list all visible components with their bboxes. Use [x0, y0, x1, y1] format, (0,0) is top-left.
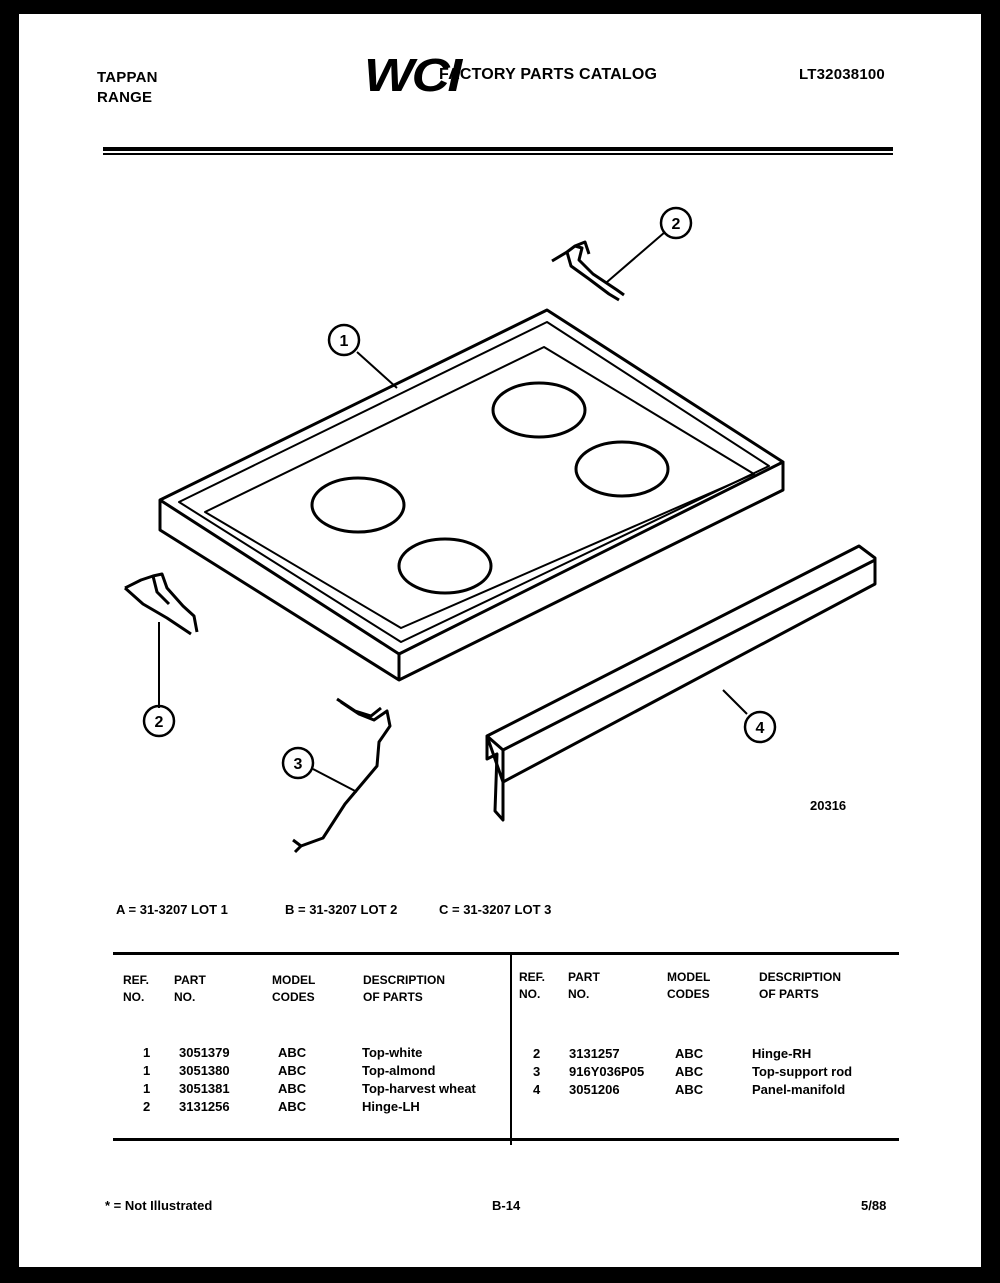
hinge-rh-drawing — [552, 242, 624, 300]
page-number: B-14 — [492, 1198, 521, 1213]
footnote-not-illustrated: * = Not Illustrated — [105, 1198, 213, 1213]
lot-c: C = 31-3207 LOT 3 — [439, 902, 552, 917]
header-part: PART NO. — [568, 970, 600, 1001]
header-description: DESCRIPTION OF PARTS — [759, 970, 842, 1001]
table-row: 4 3051206 ABC Panel-manifold — [533, 1082, 846, 1097]
header-ref: REF. NO. — [519, 970, 546, 1001]
manifold-panel-drawing — [487, 546, 875, 820]
header-part: PART NO. — [174, 973, 206, 1004]
table-top-rule — [113, 952, 899, 955]
cooktop-drawing — [160, 310, 783, 680]
hinge-lh-drawing — [125, 574, 197, 634]
table-bottom-rule — [113, 1138, 899, 1141]
callout-2-lh: 2 — [154, 714, 164, 731]
brand-line-1: TAPPAN — [97, 69, 158, 86]
exploded-parts-diagram — [19, 14, 981, 894]
revision-date: 5/88 — [861, 1198, 887, 1213]
lot-a: A = 31-3207 LOT 1 — [116, 902, 228, 917]
callout-3: 3 — [293, 756, 303, 773]
figure-code: 20316 — [810, 798, 847, 813]
callout-4: 4 — [755, 720, 765, 737]
catalog-page — [19, 14, 981, 1267]
table-divider — [510, 955, 512, 1145]
wci-logo: WCI — [364, 49, 460, 101]
callout-2-rh: 2 — [671, 216, 681, 233]
header-model: MODEL CODES — [667, 970, 711, 1001]
table-row: 2 3131256 ABC Hinge-LH — [143, 1099, 420, 1114]
model-number: LT32038100 — [799, 66, 885, 83]
header-description: DESCRIPTION OF PARTS — [363, 973, 446, 1004]
header-ref: REF. NO. — [123, 973, 150, 1004]
lot-b: B = 31-3207 LOT 2 — [285, 902, 398, 917]
table-row: 1 3051381 ABC Top-harvest wheat — [143, 1081, 476, 1096]
callout-1: 1 — [339, 333, 349, 350]
table-row: 3 916Y036P05 ABC Top-support rod — [533, 1064, 853, 1079]
table-row: 1 3051379 ABC Top-white — [143, 1045, 423, 1060]
catalog-title: FACTORY PARTS CATALOG — [439, 66, 658, 83]
table-row: 1 3051380 ABC Top-almond — [143, 1063, 436, 1078]
table-row: 2 3131257 ABC Hinge-RH — [533, 1046, 812, 1061]
header-model: MODEL CODES — [272, 973, 316, 1004]
brand-line-2: RANGE — [97, 89, 153, 106]
